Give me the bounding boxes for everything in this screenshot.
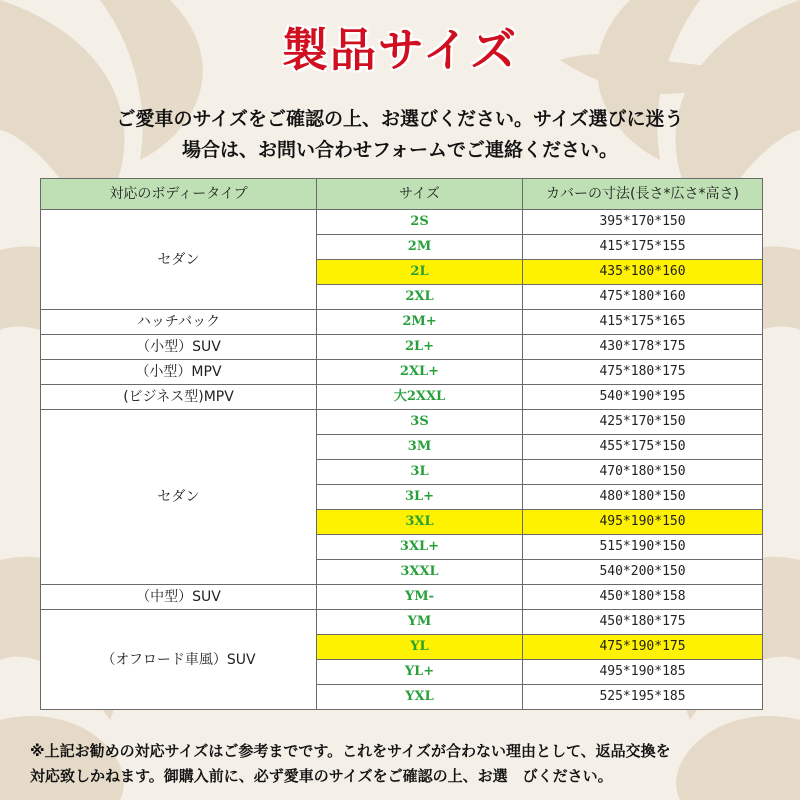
header-body-type: 対応のボディータイプ bbox=[41, 179, 317, 210]
table-body bbox=[41, 210, 763, 710]
dimensions-cell: 430*178*175 bbox=[523, 335, 763, 360]
dimensions-cell: 475*180*175 bbox=[523, 360, 763, 385]
size-cell: 3M bbox=[317, 435, 523, 460]
dimensions-cell: 395*170*150 bbox=[523, 210, 763, 235]
size-cell: YM bbox=[317, 610, 523, 635]
body-type-cell: （小型）MPV bbox=[41, 360, 317, 385]
intro-line-1: ご愛車のサイズをご確認の上、お選びください。サイズ選びに迷う bbox=[116, 108, 684, 130]
size-cell: 2S bbox=[317, 210, 523, 235]
header-dimensions: カバーの寸法(長さ*広さ*高さ) bbox=[523, 179, 763, 210]
dimensions-cell: 475*180*160 bbox=[523, 285, 763, 310]
note-line-2: 対応致しかねます。御購入前に、必ず愛車のサイズをご確認の上、お選 びください。 bbox=[30, 767, 613, 785]
table-row bbox=[41, 410, 763, 435]
body-type-cell: セダン bbox=[41, 210, 317, 310]
size-cell: YL bbox=[317, 635, 523, 660]
size-cell: 2XL bbox=[317, 285, 523, 310]
dimensions-cell: 470*180*150 bbox=[523, 460, 763, 485]
size-cell: 3XXL bbox=[317, 560, 523, 585]
page-title: 製品サイズ bbox=[281, 23, 519, 77]
size-table bbox=[40, 178, 763, 710]
dimensions-cell: 525*195*185 bbox=[523, 685, 763, 710]
size-cell: YXL bbox=[317, 685, 523, 710]
dimensions-cell: 540*190*195 bbox=[523, 385, 763, 410]
table-row bbox=[41, 210, 763, 235]
size-cell: 3S bbox=[317, 410, 523, 435]
dimensions-cell: 480*180*150 bbox=[523, 485, 763, 510]
size-cell: 大2XXL bbox=[317, 385, 523, 410]
dimensions-cell: 450*180*158 bbox=[523, 585, 763, 610]
dimensions-cell: 425*170*150 bbox=[523, 410, 763, 435]
body-type-cell: （中型）SUV bbox=[41, 585, 317, 610]
dimensions-cell: 415*175*165 bbox=[523, 310, 763, 335]
size-cell: 3L+ bbox=[317, 485, 523, 510]
table-header-row bbox=[41, 179, 763, 210]
dimensions-cell: 415*175*155 bbox=[523, 235, 763, 260]
table-row bbox=[41, 335, 763, 360]
table-row bbox=[41, 610, 763, 635]
table-row bbox=[41, 585, 763, 610]
size-cell: 2L bbox=[317, 260, 523, 285]
body-type-cell: ハッチバック bbox=[41, 310, 317, 335]
dimensions-cell: 540*200*150 bbox=[523, 560, 763, 585]
table-row bbox=[41, 360, 763, 385]
size-cell: 3L bbox=[317, 460, 523, 485]
note-line-1: ※上記お勧めの対応サイズはご参考までです。これをサイズが合わない理由として、返品交換を bbox=[30, 742, 671, 760]
dimensions-cell: 495*190*150 bbox=[523, 510, 763, 535]
intro-text bbox=[0, 104, 800, 166]
body-type-cell: セダン bbox=[41, 410, 317, 585]
size-cell: 2L+ bbox=[317, 335, 523, 360]
size-cell: 2XL+ bbox=[317, 360, 523, 385]
body-type-cell: （オフロード車風）SUV bbox=[41, 610, 317, 710]
dimensions-cell: 475*190*175 bbox=[523, 635, 763, 660]
dimensions-cell: 455*175*150 bbox=[523, 435, 763, 460]
header-size: サイズ bbox=[317, 179, 523, 210]
table-row bbox=[41, 385, 763, 410]
body-type-cell: (ビジネス型)MPV bbox=[41, 385, 317, 410]
dimensions-cell: 495*190*185 bbox=[523, 660, 763, 685]
dimensions-cell: 515*190*150 bbox=[523, 535, 763, 560]
disclaimer-note bbox=[30, 739, 780, 789]
size-cell: 3XL+ bbox=[317, 535, 523, 560]
dimensions-cell: 435*180*160 bbox=[523, 260, 763, 285]
size-cell: 2M+ bbox=[317, 310, 523, 335]
size-cell: 3XL bbox=[317, 510, 523, 535]
intro-line-2: 場合は、お問い合わせフォームでご連絡ください。 bbox=[181, 139, 619, 161]
table-row bbox=[41, 310, 763, 335]
size-cell: 2M bbox=[317, 235, 523, 260]
dimensions-cell: 450*180*175 bbox=[523, 610, 763, 635]
body-type-cell: （小型）SUV bbox=[41, 335, 317, 360]
size-cell: YL+ bbox=[317, 660, 523, 685]
size-cell: YM- bbox=[317, 585, 523, 610]
